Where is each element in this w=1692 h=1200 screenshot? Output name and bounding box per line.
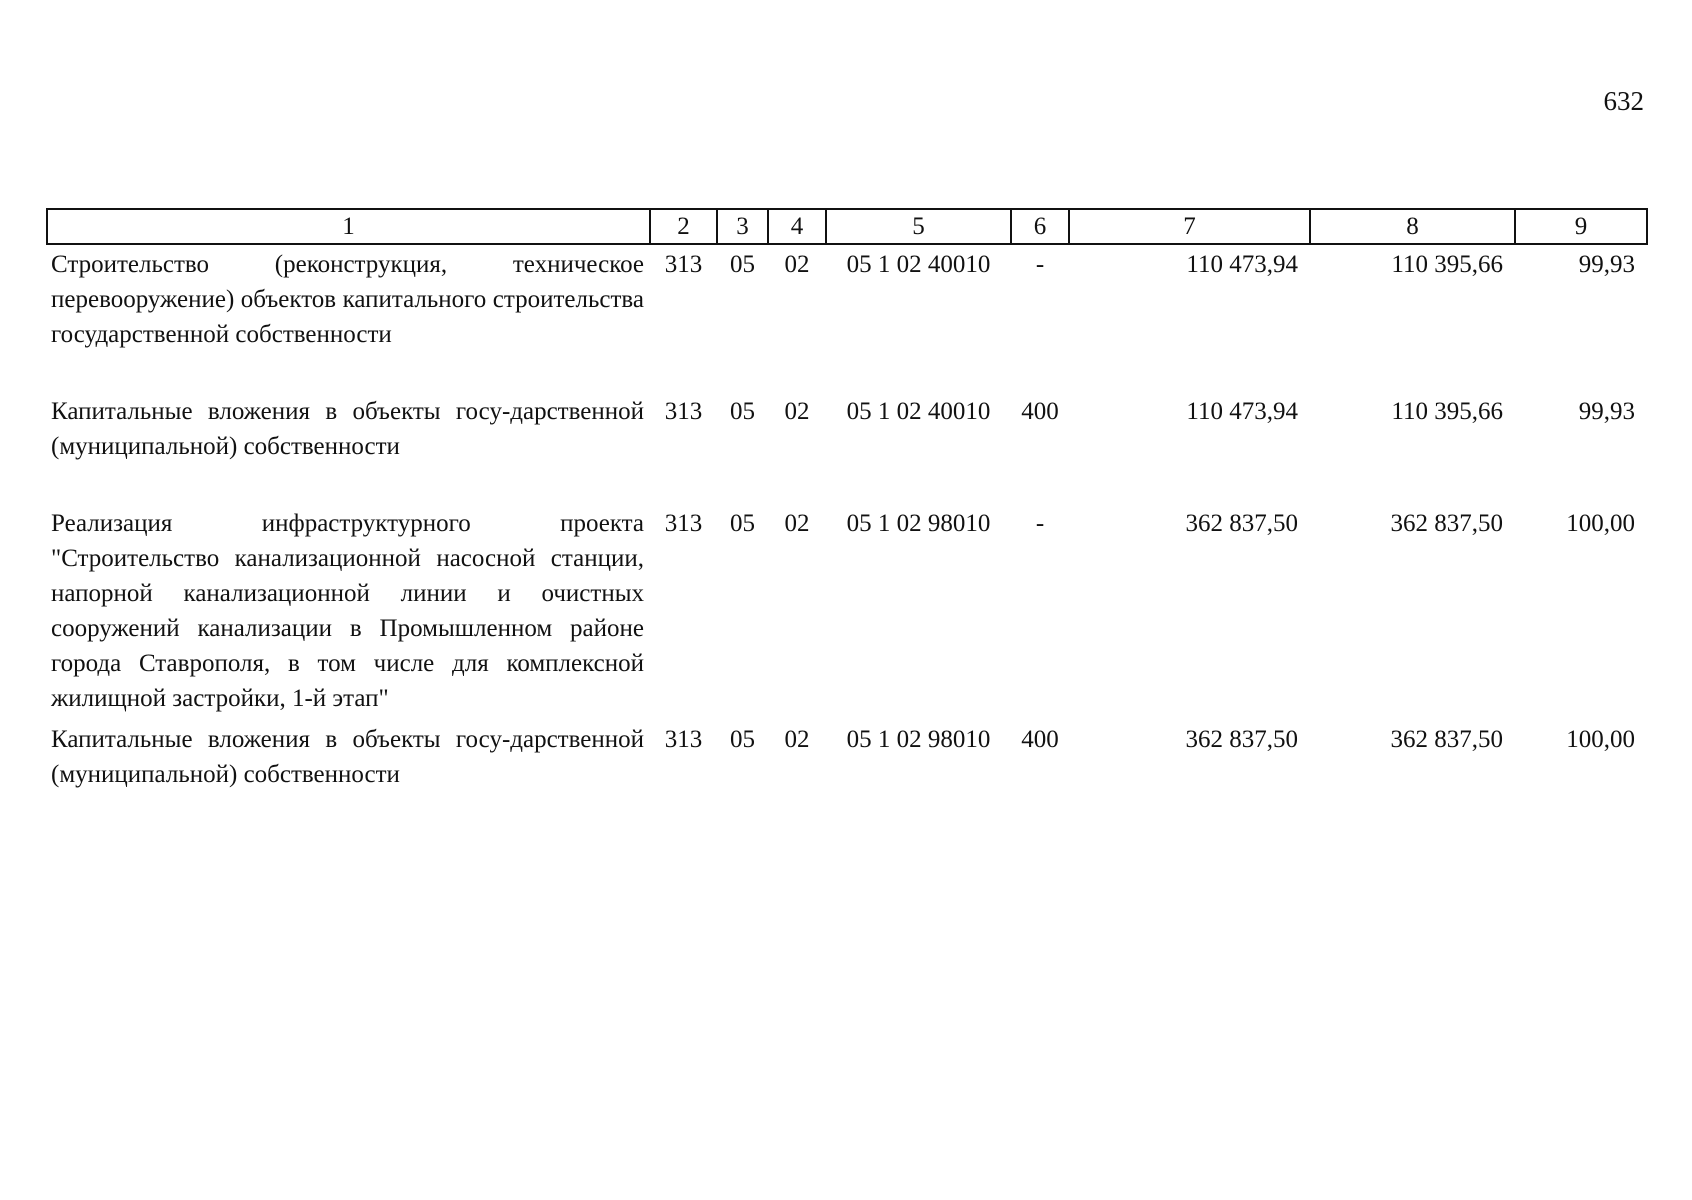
row-col-8: 362 837,50 [1390,510,1503,537]
row-col-3: 05 [730,510,755,537]
row-col-5: 05 1 02 40010 [846,398,991,425]
row-col-7: 362 837,50 [1185,726,1298,753]
column-header-2: 2 [650,209,717,244]
column-header-9: 9 [1515,209,1647,244]
row-col-3: 05 [730,251,755,278]
row-col-6: 400 [1021,398,1059,425]
row-col-7: 110 473,94 [1186,398,1298,425]
column-header-1: 1 [47,209,650,244]
row-col-6: - [1035,510,1045,537]
row-col-4: 02 [784,398,810,425]
row-col-9: 100,00 [1566,726,1635,753]
table-row [47,506,1647,722]
row-col-2: 313 [664,398,703,425]
column-header-8: 8 [1310,209,1515,244]
budget-table [46,208,1648,792]
row-col-2: 313 [664,726,703,753]
row-description: Строительство (реконструкция, техническое перевооружение) объектов капитального строительства государственной собственности [51,251,644,348]
column-header-7: 7 [1069,209,1310,244]
row-description: Реализация инфраструктурного проекта "Строительство канализационной насосной станции, напорной канализационной линии и очистных сооружений канализации в Промышленном районе города Ставрополя, в том числе для комплексной жилищной застройки, 1-й этап" [51,510,644,712]
row-col-5: 05 1 02 40010 [846,251,991,278]
row-col-2: 313 [664,510,703,537]
row-col-2: 313 [664,251,703,278]
row-col-3: 05 [730,398,755,425]
row-col-7: 362 837,50 [1185,510,1298,537]
row-col-8: 362 837,50 [1390,726,1503,753]
row-col-8: 110 395,66 [1391,251,1503,278]
header-row [47,209,1647,244]
row-col-4: 02 [784,510,810,537]
column-header-4: 4 [768,209,826,244]
row-col-6: 400 [1021,726,1059,753]
column-header-6: 6 [1011,209,1069,244]
row-col-4: 02 [784,251,810,278]
row-col-9: 99,93 [1578,398,1635,425]
row-col-9: 99,93 [1578,251,1635,278]
row-description: Капитальные вложения в объекты госу-дарственной (муниципальной) собственности [51,726,644,788]
column-header-3: 3 [717,209,768,244]
row-col-7: 110 473,94 [1186,251,1298,278]
table-row [47,722,1647,792]
row-col-4: 02 [784,726,810,753]
column-header-5: 5 [826,209,1011,244]
row-col-8: 110 395,66 [1391,398,1503,425]
row-description: Капитальные вложения в объекты госу-дарственной (муниципальной) собственности [51,398,644,460]
row-col-6: - [1035,251,1045,278]
row-col-3: 05 [730,726,755,753]
table-row [47,394,1647,506]
row-col-9: 100,00 [1566,510,1635,537]
row-col-5: 05 1 02 98010 [846,726,991,753]
row-col-5: 05 1 02 98010 [846,510,991,537]
table-row [47,244,1647,394]
page-number: 632 [1603,86,1644,116]
